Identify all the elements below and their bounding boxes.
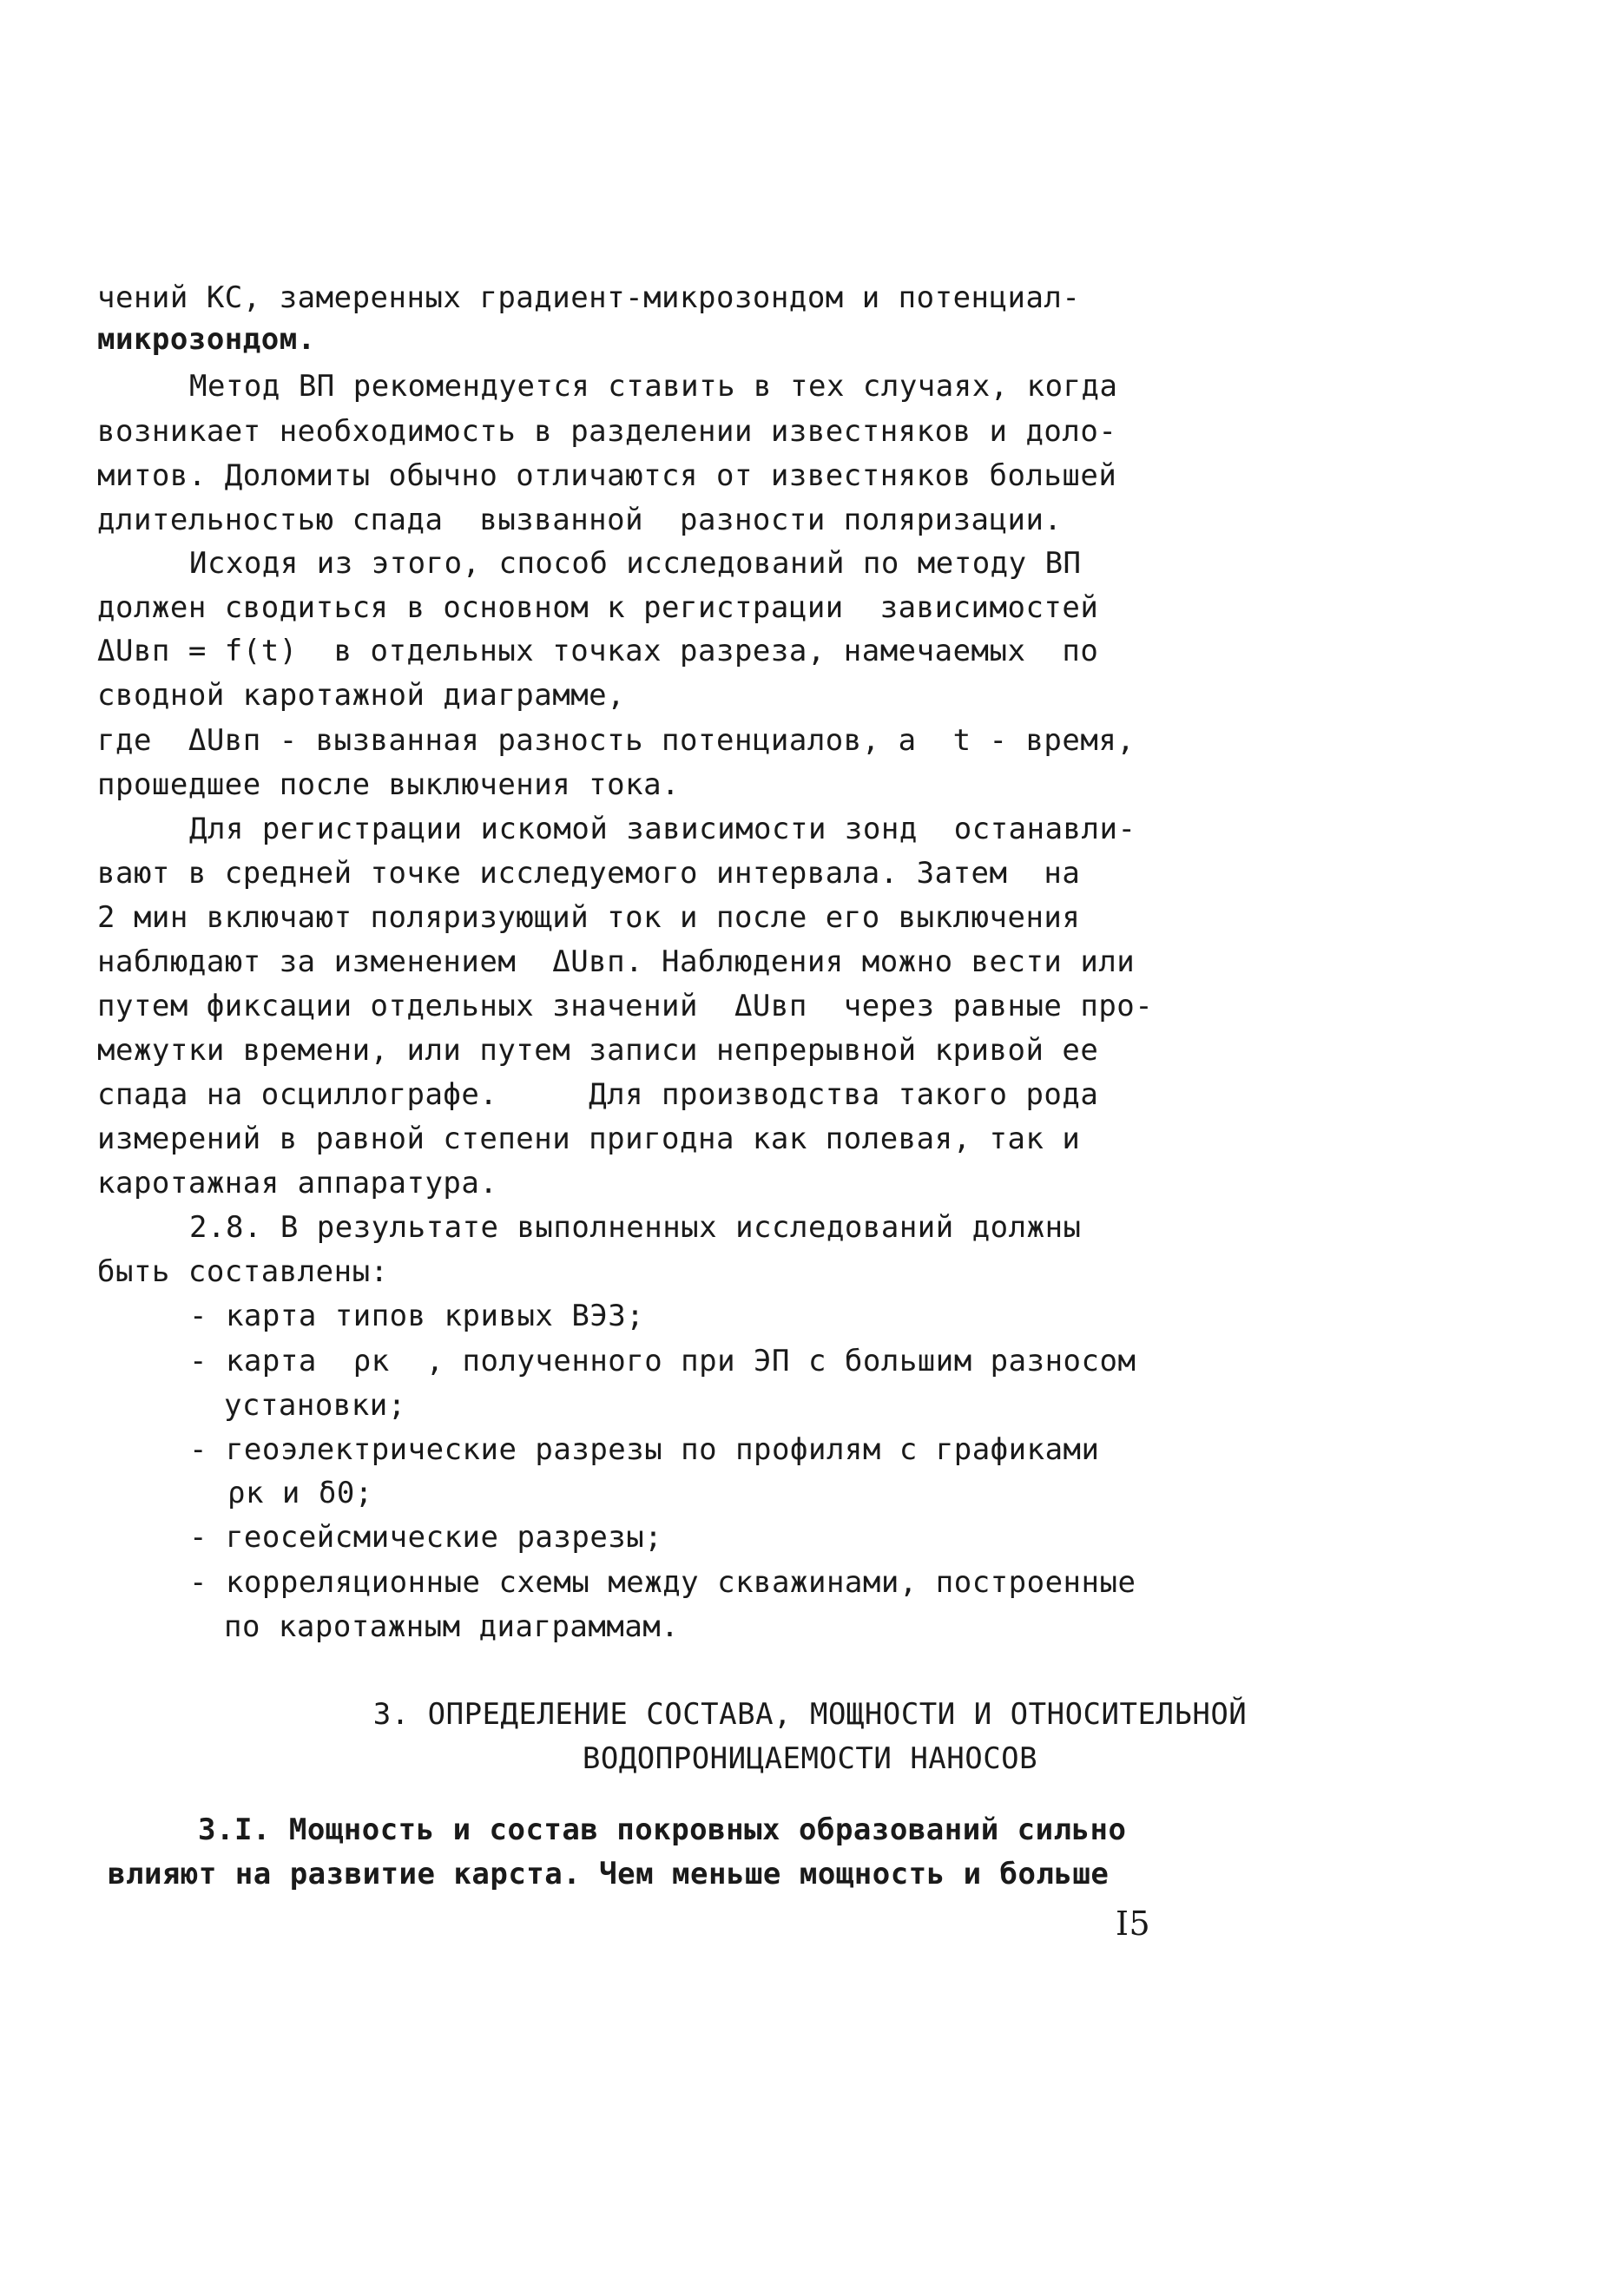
list-item-continuation: ρк и δ0; [227,1476,373,1510]
text-line: наблюдают за изменением ΔUвп. Наблюдения можно вести или [97,944,1136,979]
text-line: 2.8. В результате выполненных исследований должны [189,1210,1082,1245]
section-heading: 3. ОПРЕДЕЛЕНИЕ СОСТАВА, МОЩНОСТИ И ОТНОСИТЕЛЬНОЙ [372,1697,1248,1732]
list-item: - геоэлектрические разрезы по профилям с графиками [189,1432,1100,1467]
text-line: влияют на развитие карста. Чем меньше мощность и больше [108,1857,1110,1891]
text-line: длительностью спада вызванной разности поляризации. [97,503,1063,537]
text-line: возникает необходимость в разделении известняков и доло- [97,414,1117,449]
text-line: путем фиксации отдельных значений ΔUвп через равные про- [97,989,1154,1023]
list-item: - карта типов кривых ВЭЗ; [189,1299,645,1333]
text-line: каротажная аппаратура. [97,1166,498,1201]
text-line: где ΔUвп - вызванная разность потенциалов, а t - время, [97,723,1136,758]
text-line: измерений в равной степени пригодна как полевая, так и [97,1122,1081,1156]
text-line: должен сводиться в основном к регистрации зависимостей [97,590,1099,625]
list-item: - корреляционные схемы между скважинами, построенные [189,1565,1136,1600]
list-item-continuation: по каротажным диаграммам. [224,1609,680,1644]
text-line: ΔUвп = f(t) в отдельных точках разреза, намечаемых по [97,634,1099,668]
text-line: Метод ВП рекомендуется ставить в тех случаях, когда [189,369,1118,404]
text-line: прошедшее после выключения тока. [97,767,681,802]
text-line: митов. Доломиты обычно отличаются от известняков большей [97,458,1117,493]
text-line: чений КС, замеренных градиент-микрозондом и потенциал- [97,280,1081,315]
text-line: Исходя из этого, способ исследований по методу ВП [189,546,1082,581]
text-line: быть составлены: [97,1254,389,1289]
text-line: 3.I. Мощность и состав покровных образований сильно [198,1812,1127,1847]
text-line: межутки времени, или путем записи непрерывной кривой ее [97,1033,1099,1068]
text-line: спада на осциллографе. Для производства такого рода [97,1077,1099,1112]
list-item: - карта ρк , полученного при ЭП с большим разносом [189,1344,1136,1378]
text-line: микрозондом. [97,322,316,357]
list-item: - геосейсмические разрезы; [189,1520,663,1555]
text-line: Для регистрации искомой зависимости зонд останавли- [189,812,1136,846]
list-item-continuation: установки; [224,1388,406,1423]
text-line: вают в средней точке исследуемого интервала. Затем на [97,856,1081,891]
page-number: I5 [1116,1905,1151,1943]
text-line: сводной каротажной диаграмме, [97,678,626,713]
section-heading-line2: ВОДОПРОНИЦАЕМОСТИ НАНОСОВ [582,1741,1038,1776]
text-line: 2 мин включают поляризующий ток и после его выключения [97,900,1081,935]
